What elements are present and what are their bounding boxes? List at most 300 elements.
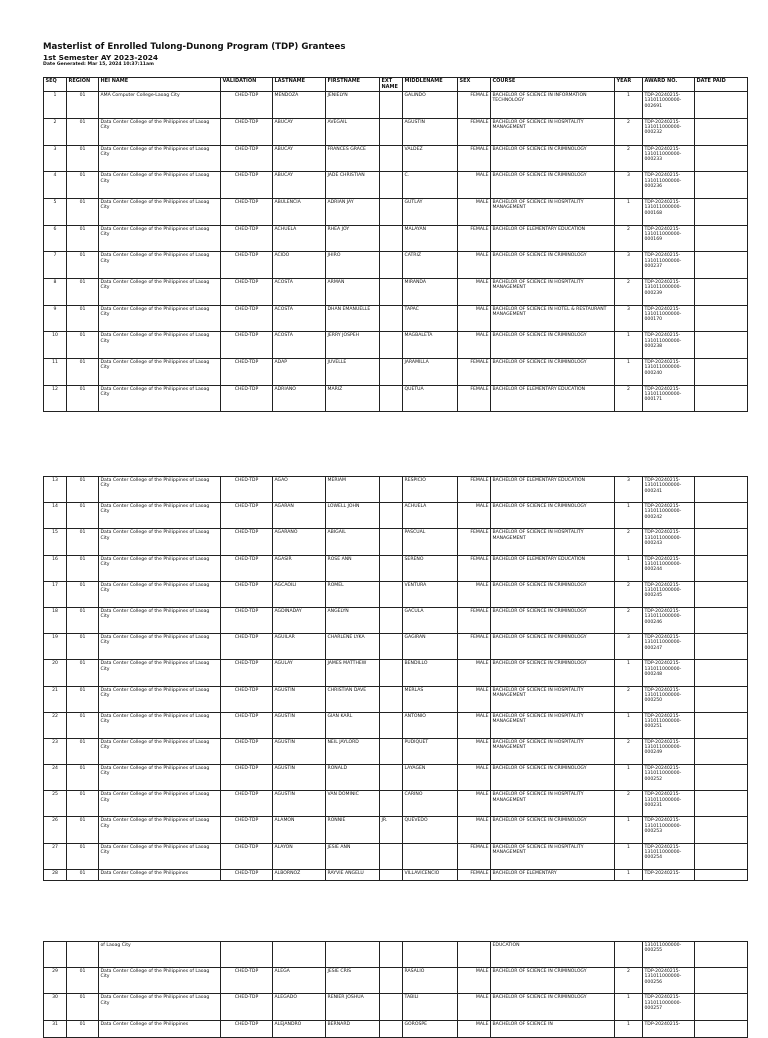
region-cell: 01 [67, 555, 99, 581]
sex-cell: MALE [458, 765, 491, 791]
course-cell: BACHELOR OF SCIENCE IN CRIMINOLOGY [491, 359, 615, 386]
middlename-cell: GAGIRAN [403, 634, 458, 660]
table-row [44, 118, 748, 145]
seq-cell: 5 [44, 198, 67, 225]
date-paid-cell [695, 305, 748, 332]
validation-cell: CHED-TDP [221, 581, 273, 607]
validation-cell: CHED-TDP [221, 765, 273, 791]
firstname-cell: JESIE ANN [326, 843, 380, 869]
col-header: YEAR [615, 78, 643, 92]
ext-name-cell [380, 252, 403, 279]
table-row [44, 252, 748, 279]
region-cell: 01 [67, 503, 99, 529]
validation-cell: CHED-TDP [221, 305, 273, 332]
lastname-cell: ADRIANO [273, 385, 326, 412]
firstname-cell: NEIL JAYLORD [326, 738, 380, 764]
seq-cell: 12 [44, 385, 67, 412]
course-cell: BACHELOR OF SCIENCE IN HOSPITALITY MANAGEMENT [491, 843, 615, 869]
lastname-cell: AGUILAR [273, 634, 326, 660]
middlename-cell: GACULA [403, 607, 458, 633]
middlename-cell: PUDIQUET [403, 738, 458, 764]
seq-cell: 2 [44, 118, 67, 145]
date-paid-cell [695, 942, 748, 968]
table-row [44, 332, 748, 359]
middlename-cell: GUTLAY [403, 198, 458, 225]
hei-name-cell: Data Center College of the Philippines of Laoag City [99, 660, 221, 686]
hei-name-cell: Data Center College of the Philippines of Laoag City [99, 385, 221, 412]
seq-cell: 11 [44, 359, 67, 386]
date-paid-cell [695, 634, 748, 660]
date-paid-cell [695, 686, 748, 712]
firstname-cell: JENIELYN [326, 92, 380, 119]
firstname-cell: MARIZ [326, 385, 380, 412]
seq-cell: 8 [44, 279, 67, 306]
date-paid-cell [695, 225, 748, 252]
region-cell: 01 [67, 92, 99, 119]
seq-cell: 28 [44, 869, 67, 880]
hei-name-cell: Data Center College of the Philippines of Laoag City [99, 279, 221, 306]
lastname-cell: ALBORNOZ [273, 869, 326, 880]
table-row [44, 686, 748, 712]
course-cell: BACHELOR OF SCIENCE IN CRIMINOLOGY [491, 172, 615, 199]
firstname-cell: JUVELLE [326, 359, 380, 386]
validation-cell: CHED-TDP [221, 359, 273, 386]
hei-name-cell: Data Center College of the Philippines of Laoag City [99, 118, 221, 145]
hei-name-cell: Data Center College of the Philippines of Laoag City [99, 172, 221, 199]
hei-name-cell: Data Center College of the Philippines of Laoag City [99, 477, 221, 503]
table-row [44, 942, 748, 968]
table-row [44, 817, 748, 843]
region-cell: 01 [67, 634, 99, 660]
course-cell: BACHELOR OF SCIENCE IN HOSPITALITY MANAGEMENT [491, 118, 615, 145]
middlename-cell: GALINDO [403, 92, 458, 119]
lastname-cell: ALEGADO [273, 994, 326, 1020]
year-cell: 3 [615, 172, 643, 199]
firstname-cell: VAN DOMINIC [326, 791, 380, 817]
course-cell: BACHELOR OF SCIENCE IN HOSPITALITY MANAGEMENT [491, 279, 615, 306]
hei-name-cell: Data Center College of the Philippines of Laoag City [99, 225, 221, 252]
semester-label: 1st Semester AY 2023-2024 [43, 53, 159, 62]
table-row [44, 634, 748, 660]
award-no-cell: TDP-20240215-131011000000-000168 [643, 198, 695, 225]
year-cell: 3 [615, 305, 643, 332]
sex-cell: FEMALE [458, 869, 491, 880]
table-row [44, 660, 748, 686]
year-cell: 2 [615, 145, 643, 172]
sex-cell: MALE [458, 712, 491, 738]
region-cell: 01 [67, 252, 99, 279]
seq-cell: 18 [44, 607, 67, 633]
award-no-cell: TDP-20240215-131011000000-000236 [643, 172, 695, 199]
date-paid-cell [695, 555, 748, 581]
year-cell: 2 [615, 225, 643, 252]
award-no-cell: TDP-20240215-131011000000-000239 [643, 279, 695, 306]
col-header: SEX [458, 78, 491, 92]
date-paid-cell [695, 738, 748, 764]
course-cell: BACHELOR OF SCIENCE IN HOSPITALITY MANAGEMENT [491, 198, 615, 225]
award-no-cell: TDP-20240215-131011000000-000171 [643, 385, 695, 412]
course-cell: BACHELOR OF SCIENCE IN CRIMINOLOGY [491, 252, 615, 279]
ext-name-cell [380, 1020, 403, 1037]
table-row [44, 305, 748, 332]
seq-cell [44, 942, 67, 968]
col-header: DATE PAID [695, 78, 748, 92]
sex-cell: MALE [458, 660, 491, 686]
ext-name-cell [380, 385, 403, 412]
region-cell: 01 [67, 529, 99, 555]
validation-cell: CHED-TDP [221, 738, 273, 764]
col-header: LASTNAME [273, 78, 326, 92]
award-no-cell: TDP-20240215-131011000000-000257 [643, 994, 695, 1020]
validation-cell: CHED-TDP [221, 145, 273, 172]
year-cell: 3 [615, 634, 643, 660]
table-row [44, 843, 748, 869]
ext-name-cell [380, 477, 403, 503]
table-row [44, 765, 748, 791]
date-paid-cell [695, 198, 748, 225]
year-cell: 1 [615, 712, 643, 738]
sex-cell: FEMALE [458, 359, 491, 386]
table-row [44, 92, 748, 119]
hei-name-cell: Data Center College of the Philippines of Laoag City [99, 968, 221, 994]
award-no-cell: TDP-20240215-131011000000-000231 [643, 791, 695, 817]
year-cell: 1 [615, 555, 643, 581]
course-cell: BACHELOR OF SCIENCE IN HOSPITALITY MANAGEMENT [491, 686, 615, 712]
table-row [44, 385, 748, 412]
seq-cell: 4 [44, 172, 67, 199]
middlename-cell: TAPAC [403, 305, 458, 332]
date-paid-cell [695, 791, 748, 817]
middlename-cell: C. [403, 172, 458, 199]
region-cell: 01 [67, 581, 99, 607]
award-no-cell: TDP-20240215-131011000000-000249 [643, 738, 695, 764]
seq-cell: 20 [44, 660, 67, 686]
sex-cell: MALE [458, 968, 491, 994]
year-cell: 1 [615, 1020, 643, 1037]
year-cell: 2 [615, 385, 643, 412]
table-row [44, 607, 748, 633]
table-row [44, 994, 748, 1020]
ext-name-cell [380, 118, 403, 145]
region-cell: 01 [67, 1020, 99, 1037]
col-header: VALIDATION [221, 78, 273, 92]
course-cell: BACHELOR OF SCIENCE IN [491, 1020, 615, 1037]
date-paid-cell [695, 118, 748, 145]
region-cell: 01 [67, 686, 99, 712]
region-cell: 01 [67, 994, 99, 1020]
date-paid-cell [695, 765, 748, 791]
col-header: COURSE [491, 78, 615, 92]
validation-cell: CHED-TDP [221, 252, 273, 279]
validation-cell: CHED-TDP [221, 332, 273, 359]
lastname-cell: AGUSTIN [273, 738, 326, 764]
course-cell: BACHELOR OF SCIENCE IN HOTEL & RESTAURANT MANAGEMENT [491, 305, 615, 332]
hei-name-cell: Data Center College of the Philippines of Laoag City [99, 817, 221, 843]
date-paid-cell [695, 252, 748, 279]
firstname-cell: RENIER JOSHUA [326, 994, 380, 1020]
hei-name-cell: Data Center College of the Philippines of Laoag City [99, 634, 221, 660]
middlename-cell: CARINO [403, 791, 458, 817]
course-cell: BACHELOR OF SCIENCE IN CRIMINOLOGY [491, 765, 615, 791]
ext-name-cell [380, 279, 403, 306]
seq-cell: 1 [44, 92, 67, 119]
hei-name-cell: Data Center College of the Philippines of Laoag City [99, 145, 221, 172]
ext-name-cell [380, 942, 403, 968]
table-row [44, 968, 748, 994]
firstname-cell: GIAN KARL [326, 712, 380, 738]
firstname-cell: FRANCES GRACE [326, 145, 380, 172]
lastname-cell: ALAMON [273, 817, 326, 843]
region-cell: 01 [67, 198, 99, 225]
middlename-cell: MIRANDA [403, 279, 458, 306]
course-cell: BACHELOR OF SCIENCE IN CRIMINOLOGY [491, 660, 615, 686]
date-paid-cell [695, 385, 748, 412]
firstname-cell: RAYVIE ANGELU [326, 869, 380, 880]
year-cell: 2 [615, 529, 643, 555]
firstname-cell: LOWELL JOHN [326, 503, 380, 529]
ext-name-cell [380, 634, 403, 660]
ext-name-cell [380, 869, 403, 880]
table-row [44, 1020, 748, 1037]
award-no-cell: TDP-20240215-131011000000-000254 [643, 843, 695, 869]
table-row [44, 198, 748, 225]
course-cell: BACHELOR OF SCIENCE IN CRIMINOLOGY [491, 634, 615, 660]
validation-cell: CHED-TDP [221, 791, 273, 817]
hei-name-cell: Data Center College of the Philippines of Laoag City [99, 359, 221, 386]
award-no-cell: TDP-20240215-131011000000-000240 [643, 359, 695, 386]
hei-name-cell: of Laoag City [99, 942, 221, 968]
validation-cell: CHED-TDP [221, 198, 273, 225]
ext-name-cell: JR. [380, 817, 403, 843]
award-no-cell: 131011000000-000255 [643, 942, 695, 968]
middlename-cell: TABILI [403, 994, 458, 1020]
table-row [44, 738, 748, 764]
lastname-cell: MENDOZA [273, 92, 326, 119]
sex-cell: MALE [458, 1020, 491, 1037]
lastname-cell: AGASIR [273, 555, 326, 581]
date-paid-cell [695, 1020, 748, 1037]
grantees-table-page-3 [43, 941, 748, 1038]
region-cell: 01 [67, 738, 99, 764]
middlename-cell [403, 942, 458, 968]
middlename-cell: MAGBALETA [403, 332, 458, 359]
firstname-cell: ABIGAIL [326, 529, 380, 555]
course-cell: BACHELOR OF ELEMENTARY EDUCATION [491, 555, 615, 581]
middlename-cell: QUEVEDO [403, 817, 458, 843]
table-row [44, 581, 748, 607]
col-header: HEI NAME [99, 78, 221, 92]
ext-name-cell [380, 172, 403, 199]
lastname-cell: ACOSTA [273, 332, 326, 359]
date-generated: Date Generated: Mar 15, 2024 10:37:11am [43, 62, 154, 67]
table-row [44, 279, 748, 306]
course-cell: BACHELOR OF SCIENCE IN HOSPITALITY MANAGEMENT [491, 738, 615, 764]
year-cell: 1 [615, 198, 643, 225]
firstname-cell: RHEA JOY [326, 225, 380, 252]
ext-name-cell [380, 581, 403, 607]
date-paid-cell [695, 92, 748, 119]
seq-cell: 16 [44, 555, 67, 581]
region-cell: 01 [67, 145, 99, 172]
sex-cell: MALE [458, 252, 491, 279]
middlename-cell: ANTONIO [403, 712, 458, 738]
seq-cell: 10 [44, 332, 67, 359]
year-cell: 2 [615, 791, 643, 817]
ext-name-cell [380, 994, 403, 1020]
date-paid-cell [695, 332, 748, 359]
ext-name-cell [380, 503, 403, 529]
middlename-cell: GOROSPE [403, 1020, 458, 1037]
firstname-cell: CHARLENE LYKA [326, 634, 380, 660]
region-cell: 01 [67, 332, 99, 359]
table-row [44, 791, 748, 817]
course-cell: EDUCATION [491, 942, 615, 968]
sex-cell: MALE [458, 503, 491, 529]
date-paid-cell [695, 869, 748, 880]
award-no-cell: TDP-20240215- [643, 1020, 695, 1037]
sex-cell: MALE [458, 172, 491, 199]
ext-name-cell [380, 968, 403, 994]
validation-cell: CHED-TDP [221, 503, 273, 529]
award-no-cell: TDP-20240215-131011000000-000237 [643, 252, 695, 279]
validation-cell: CHED-TDP [221, 869, 273, 880]
award-no-cell: TDP-20240215-131011000000-000246 [643, 607, 695, 633]
sex-cell: FEMALE [458, 477, 491, 503]
validation-cell: CHED-TDP [221, 92, 273, 119]
date-paid-cell [695, 968, 748, 994]
date-paid-cell [695, 172, 748, 199]
award-no-cell: TDP-20240215-131011000000-000253 [643, 817, 695, 843]
region-cell: 01 [67, 843, 99, 869]
validation-cell: CHED-TDP [221, 968, 273, 994]
course-cell: BACHELOR OF SCIENCE IN CRIMINOLOGY [491, 332, 615, 359]
sex-cell: FEMALE [458, 92, 491, 119]
seq-cell: 25 [44, 791, 67, 817]
date-paid-cell [695, 477, 748, 503]
lastname-cell: ALEJANDRO [273, 1020, 326, 1037]
hei-name-cell: Data Center College of the Philippines [99, 1020, 221, 1037]
course-cell: BACHELOR OF SCIENCE IN CRIMINOLOGY [491, 607, 615, 633]
validation-cell: CHED-TDP [221, 555, 273, 581]
hei-name-cell: Data Center College of the Philippines of Laoag City [99, 843, 221, 869]
table-row [44, 145, 748, 172]
seq-cell: 29 [44, 968, 67, 994]
middlename-cell: RASALIO [403, 968, 458, 994]
date-paid-cell [695, 994, 748, 1020]
middlename-cell: VENTURA [403, 581, 458, 607]
ext-name-cell [380, 92, 403, 119]
validation-cell: CHED-TDP [221, 529, 273, 555]
sex-cell: FEMALE [458, 555, 491, 581]
validation-cell: CHED-TDP [221, 817, 273, 843]
sex-cell: FEMALE [458, 843, 491, 869]
validation-cell: CHED-TDP [221, 994, 273, 1020]
hei-name-cell: AMA Computer College-Laoag City [99, 92, 221, 119]
year-cell: 1 [615, 359, 643, 386]
lastname-cell: AGULAY [273, 660, 326, 686]
ext-name-cell [380, 305, 403, 332]
date-paid-cell [695, 712, 748, 738]
region-cell: 01 [67, 607, 99, 633]
middlename-cell: RESPICIO [403, 477, 458, 503]
ext-name-cell [380, 359, 403, 386]
year-cell: 2 [615, 738, 643, 764]
region-cell: 01 [67, 660, 99, 686]
seq-cell: 26 [44, 817, 67, 843]
seq-cell: 17 [44, 581, 67, 607]
firstname-cell: DHAN EMANUELLE [326, 305, 380, 332]
middlename-cell: ACHUELA [403, 503, 458, 529]
grantees-table-page-2 [43, 476, 748, 881]
document-title: Masterlist of Enrolled Tulong-Dunong Program (TDP) Grantees [43, 42, 346, 52]
document-header [43, 42, 345, 68]
hei-name-cell: Data Center College of the Philippines of Laoag City [99, 712, 221, 738]
firstname-cell: RONALD [326, 765, 380, 791]
award-no-cell: TDP-20240215-131011000000-000252 [643, 765, 695, 791]
sex-cell: MALE [458, 332, 491, 359]
table-row [44, 225, 748, 252]
lastname-cell: ABUCAY [273, 172, 326, 199]
course-cell: BACHELOR OF SCIENCE IN HOSPITALITY MANAGEMENT [491, 791, 615, 817]
award-no-cell: TDP-20240215-131011000000-000248 [643, 660, 695, 686]
seq-cell: 9 [44, 305, 67, 332]
ext-name-cell [380, 843, 403, 869]
seq-cell: 15 [44, 529, 67, 555]
hei-name-cell: Data Center College of the Philippines [99, 869, 221, 880]
hei-name-cell: Data Center College of the Philippines of Laoag City [99, 765, 221, 791]
validation-cell: CHED-TDP [221, 843, 273, 869]
hei-name-cell: Data Center College of the Philippines of Laoag City [99, 994, 221, 1020]
sex-cell [458, 942, 491, 968]
course-cell: BACHELOR OF ELEMENTARY EDUCATION [491, 477, 615, 503]
year-cell: 1 [615, 92, 643, 119]
seq-cell: 14 [44, 503, 67, 529]
table-row [44, 869, 748, 880]
date-paid-cell [695, 503, 748, 529]
date-paid-cell [695, 607, 748, 633]
sex-cell: FEMALE [458, 607, 491, 633]
lastname-cell: AGUSTIN [273, 686, 326, 712]
validation-cell: CHED-TDP [221, 660, 273, 686]
award-no-cell: TDP-20240215-131011000000-000256 [643, 968, 695, 994]
hei-name-cell: Data Center College of the Philippines of Laoag City [99, 305, 221, 332]
middlename-cell: QUETUA [403, 385, 458, 412]
course-cell: BACHELOR OF SCIENCE IN HOSPITALITY MANAGEMENT [491, 529, 615, 555]
sex-cell: MALE [458, 198, 491, 225]
ext-name-cell [380, 765, 403, 791]
ext-name-cell [380, 712, 403, 738]
col-header: FIRSTNAME [326, 78, 380, 92]
table-row [44, 359, 748, 386]
region-cell: 01 [67, 765, 99, 791]
table-row [44, 529, 748, 555]
award-no-cell: TDP-20240215-131011000000-000169 [643, 225, 695, 252]
firstname-cell: JERRY JOSPEH [326, 332, 380, 359]
lastname-cell: AGCAOILI [273, 581, 326, 607]
validation-cell: CHED-TDP [221, 118, 273, 145]
middlename-cell: VILLAVICENCIO [403, 869, 458, 880]
date-paid-cell [695, 660, 748, 686]
course-cell: BACHELOR OF SCIENCE IN CRIMINOLOGY [491, 817, 615, 843]
year-cell: 2 [615, 968, 643, 994]
award-no-cell: TDP-20240215-131011000000-000244 [643, 555, 695, 581]
validation-cell [221, 942, 273, 968]
year-cell: 2 [615, 118, 643, 145]
middlename-cell: CATRIZ [403, 252, 458, 279]
year-cell: 3 [615, 252, 643, 279]
middlename-cell [403, 843, 458, 869]
seq-cell: 23 [44, 738, 67, 764]
